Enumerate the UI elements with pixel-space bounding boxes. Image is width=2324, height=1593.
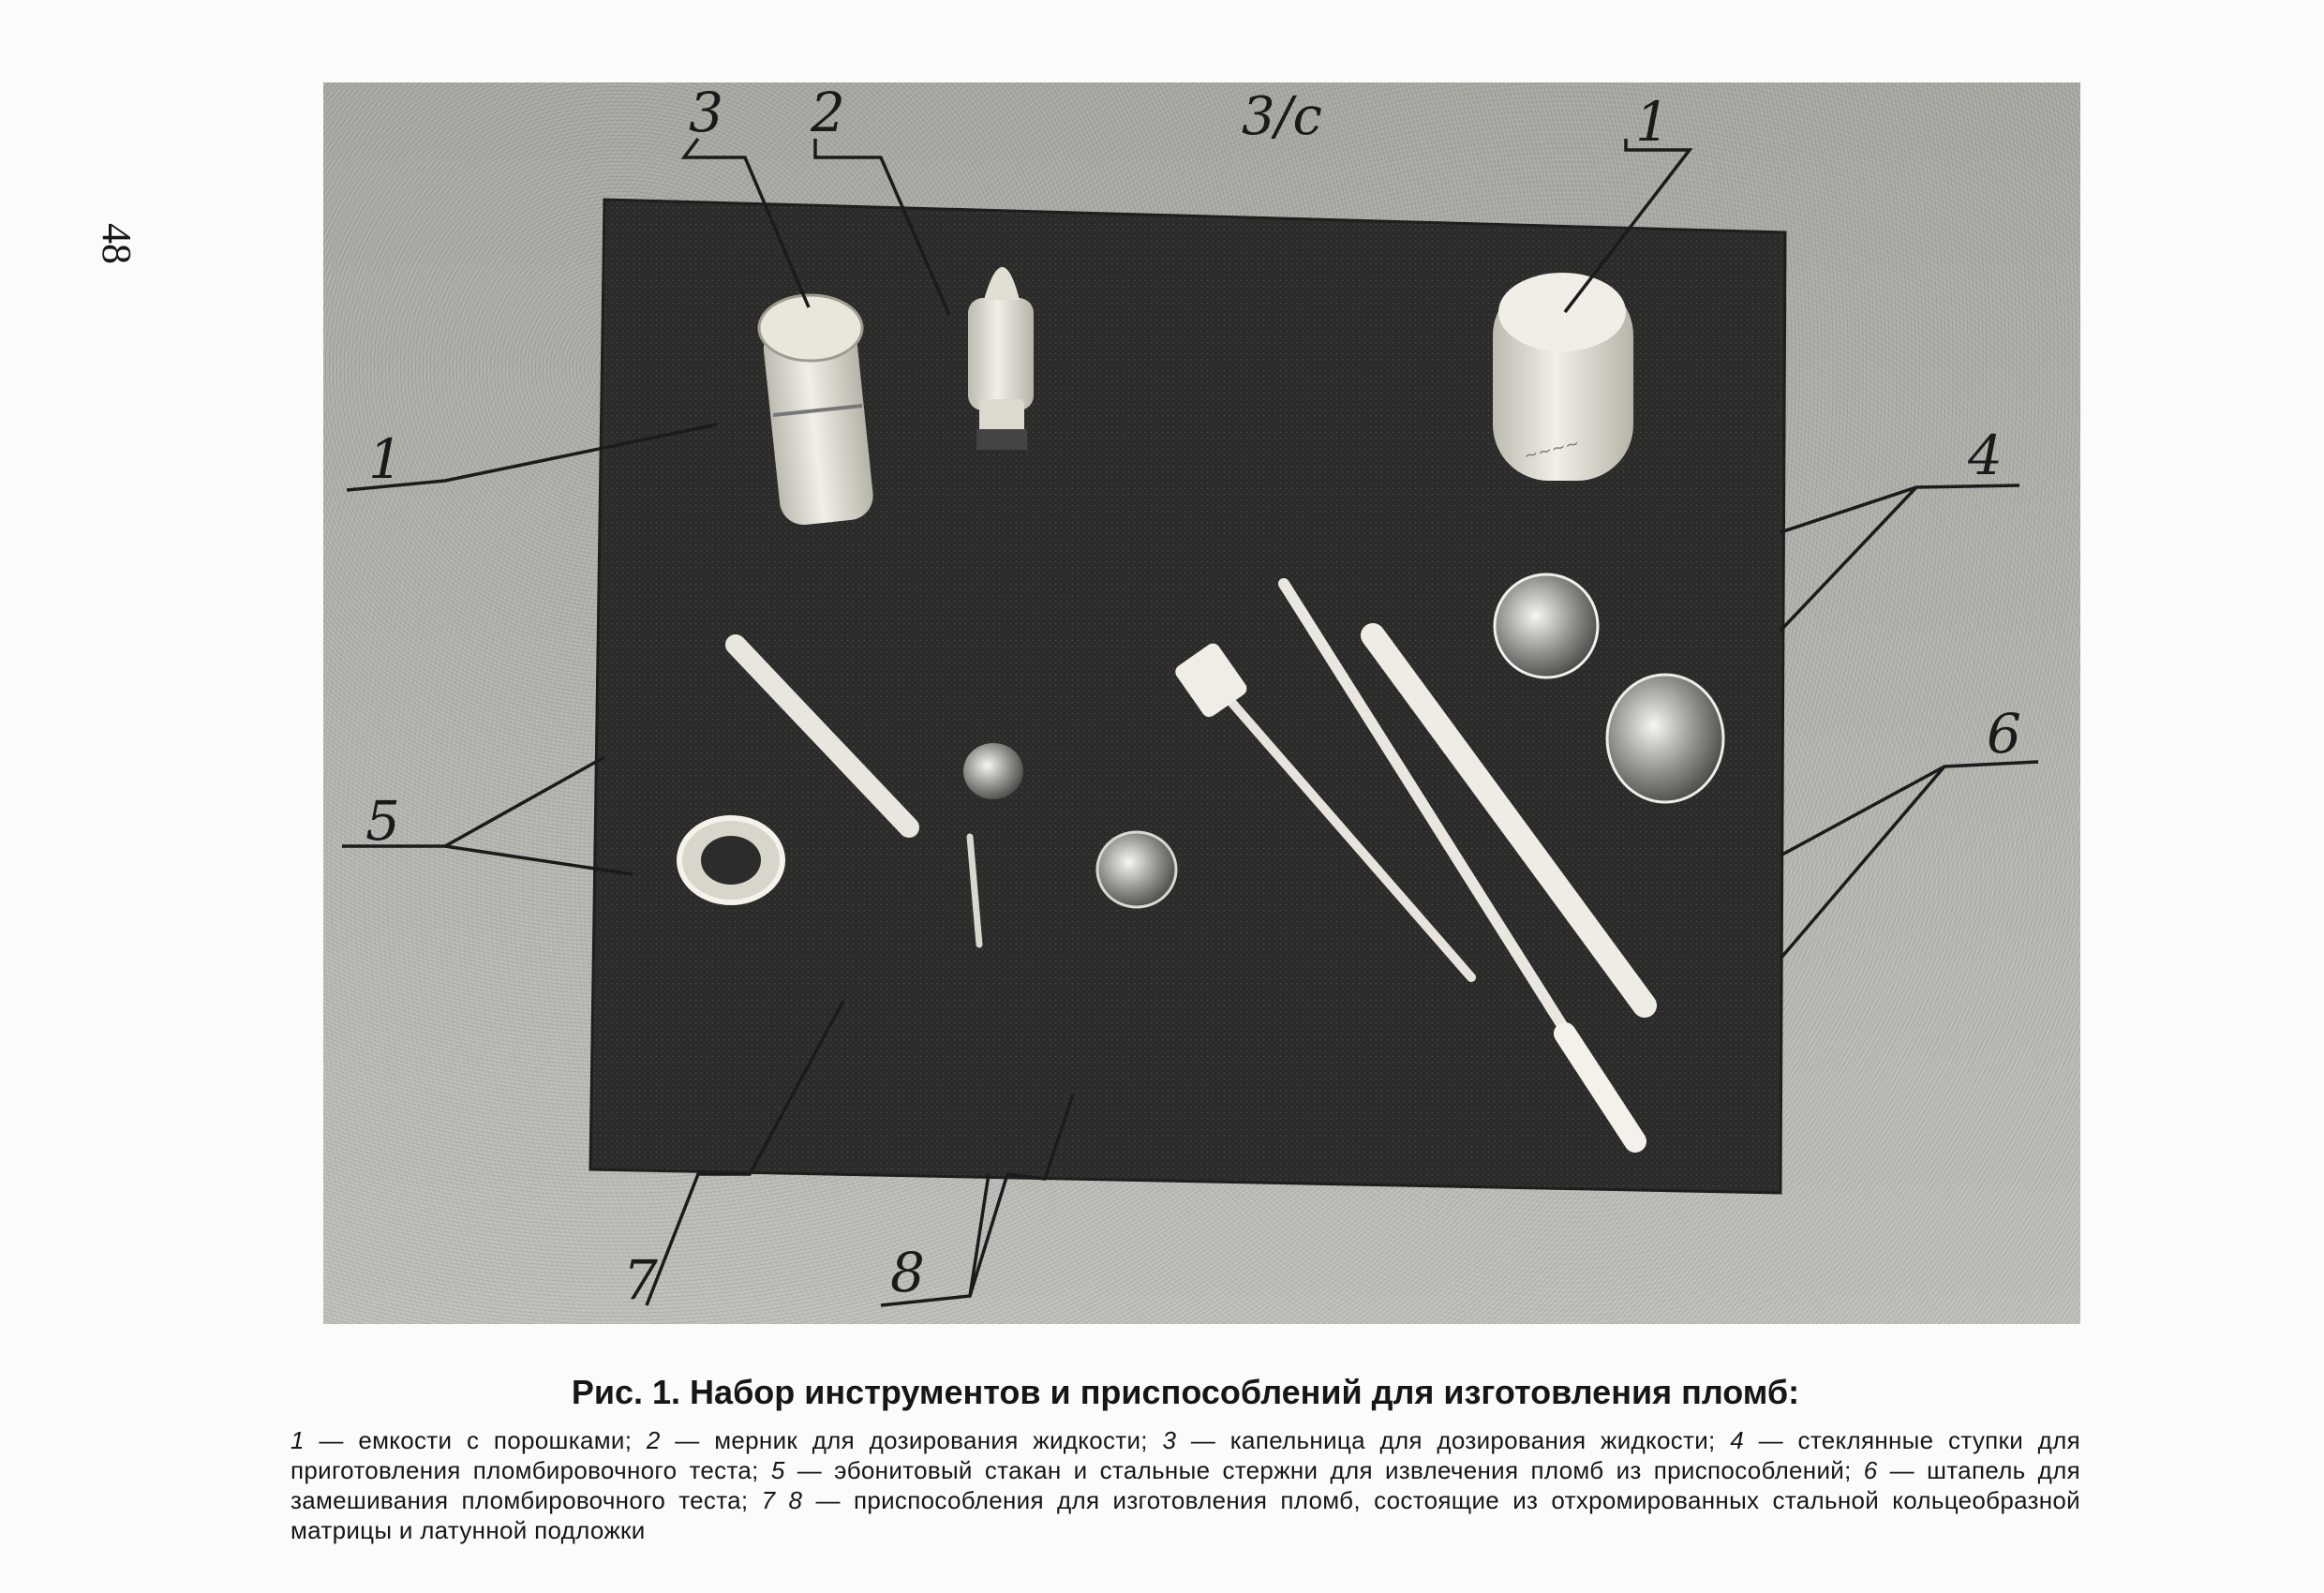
brass-base: [1097, 832, 1176, 907]
callout-number: 5: [365, 789, 400, 853]
caption-item-text: — штапель для замешивания пломбировочного теста;: [290, 1456, 2080, 1514]
callout-number: 1: [368, 427, 403, 491]
callout-number: 8: [890, 1241, 925, 1304]
callout-number: 6: [1987, 702, 2021, 766]
leader-8b: [970, 1174, 989, 1296]
figure-illustration: [323, 82, 2080, 1324]
callout-number: 4: [1968, 424, 2003, 487]
callout-number: 3: [689, 82, 723, 144]
figure-caption: [290, 1373, 2080, 1545]
leader-6b: [1780, 767, 1944, 959]
caption-item-text: — приспособления для изготовления пломб, состоящие из отхромированных стальной кольцеобразной матрицы и латунной подложки: [290, 1486, 2081, 1544]
caption-title: Рис. 1. Набор инструментов и приспособлений для изготовления пломб:: [571, 1373, 1800, 1411]
caption-item-number: 4: [1730, 1426, 1744, 1454]
caption-item-number: 6: [1863, 1456, 1878, 1484]
caption-body: [290, 1425, 2080, 1545]
caption-item-number: 2: [646, 1426, 661, 1454]
caption-item-text: — стеклянные ступки для приготовления пломбировочного теста;: [290, 1426, 2080, 1484]
caption-item-number: 7 8: [761, 1486, 803, 1514]
caption-item-text: — мерник для дозирования жидкости;: [660, 1426, 1163, 1454]
caption-item-number: 1: [290, 1426, 305, 1454]
page-number: 48: [94, 223, 140, 264]
ring-matrix: [963, 743, 1023, 799]
ebonite-cup: [679, 818, 782, 902]
callout-number: 1: [1635, 90, 1670, 154]
callout-number: 2: [811, 82, 845, 144]
photo-top-label: 3/с: [1242, 86, 1322, 147]
caption-item-text: — емкости с порошками;: [304, 1426, 647, 1454]
glass-mortar-lower: [1607, 675, 1723, 802]
callout-number: 7: [623, 1248, 658, 1312]
glass-mortar-upper: [1495, 574, 1598, 677]
figure-photo: [323, 82, 2080, 1324]
caption-item-text: — капельница для дозирования жидкости;: [1176, 1426, 1731, 1454]
caption-item-number: 5: [770, 1456, 785, 1484]
powder-jar-right: [1493, 273, 1633, 481]
caption-item-number: 3: [1162, 1426, 1177, 1454]
svg-text:~~~~: ~~~~: [1522, 433, 1582, 467]
caption-item-text: — эбонитовый стакан и стальные стержни для извлечения пломб из приспособлений;: [784, 1456, 1864, 1484]
leader-4a: [1780, 485, 2019, 532]
